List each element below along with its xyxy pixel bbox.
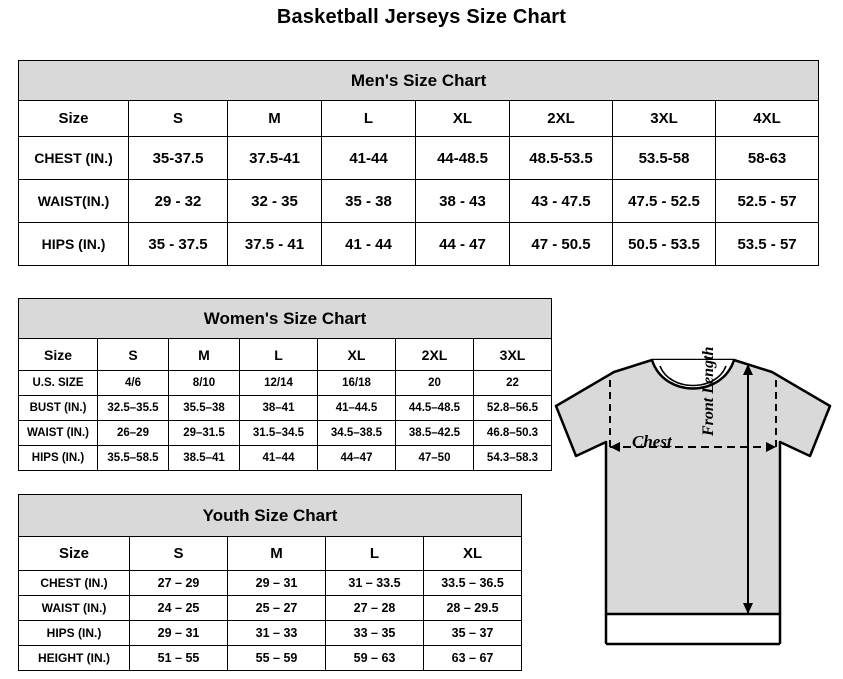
table-row	[19, 596, 522, 621]
mens-waist-l: 35 - 38	[322, 180, 416, 223]
mens-chest-s: 35-37.5	[129, 137, 228, 180]
womens-row-label-us-size: U.S. SIZE	[19, 371, 98, 396]
womens-us-size-3xl: 22	[474, 371, 552, 396]
mens-hips-m: 37.5 - 41	[228, 223, 322, 266]
mens-header-m: M	[228, 101, 322, 137]
youth-chest-m: 29 – 31	[228, 571, 326, 596]
mens-chest-l: 41-44	[322, 137, 416, 180]
mens-header-xl: XL	[416, 101, 510, 137]
womens-header-xl: XL	[318, 339, 396, 371]
youth-height-xl: 63 – 67	[424, 646, 522, 671]
womens-hips-3xl: 54.3–58.3	[474, 446, 552, 471]
youth-waist-l: 27 – 28	[326, 596, 424, 621]
mens-chest-4xl: 58-63	[716, 137, 819, 180]
womens-caption: Women's Size Chart	[19, 299, 552, 339]
mens-row-label-chest: CHEST (IN.)	[19, 137, 129, 180]
mens-waist-m: 32 - 35	[228, 180, 322, 223]
womens-waist-m: 29–31.5	[169, 421, 240, 446]
womens-bust-xl: 41–44.5	[318, 396, 396, 421]
womens-header-2xl: 2XL	[396, 339, 474, 371]
page-title: Basketball Jerseys Size Chart	[276, 6, 567, 28]
table-row	[19, 137, 819, 180]
mens-hips-3xl: 50.5 - 53.5	[613, 223, 716, 266]
youth-header-l: L	[326, 537, 424, 571]
mens-hips-2xl: 47 - 50.5	[510, 223, 613, 266]
youth-waist-xl: 28 – 29.5	[424, 596, 522, 621]
mens-table	[18, 60, 819, 266]
womens-us-size-m: 8/10	[169, 371, 240, 396]
youth-caption: Youth Size Chart	[19, 495, 522, 537]
womens-hips-l: 41–44	[240, 446, 318, 471]
youth-table	[18, 494, 522, 671]
table-row	[19, 223, 819, 266]
table-row	[19, 571, 522, 596]
table-header-row	[19, 537, 522, 571]
womens-size-chart	[18, 298, 552, 471]
youth-header-s: S	[130, 537, 228, 571]
mens-chest-2xl: 48.5-53.5	[510, 137, 613, 180]
mens-header-4xl: 4XL	[716, 101, 819, 137]
youth-hips-l: 33 – 35	[326, 621, 424, 646]
table-row	[19, 621, 522, 646]
mens-size-chart	[18, 60, 819, 266]
womens-waist-xl: 34.5–38.5	[318, 421, 396, 446]
youth-row-label-hips: HIPS (IN.)	[19, 621, 130, 646]
womens-row-label-hips: HIPS (IN.)	[19, 446, 98, 471]
youth-header-size: Size	[19, 537, 130, 571]
table-row	[19, 396, 552, 421]
mens-hips-s: 35 - 37.5	[129, 223, 228, 266]
youth-header-xl: XL	[424, 537, 522, 571]
womens-us-size-2xl: 20	[396, 371, 474, 396]
table-row	[19, 646, 522, 671]
womens-table	[18, 298, 552, 471]
youth-hips-xl: 35 – 37	[424, 621, 522, 646]
mens-chest-m: 37.5-41	[228, 137, 322, 180]
womens-waist-l: 31.5–34.5	[240, 421, 318, 446]
womens-header-l: L	[240, 339, 318, 371]
womens-bust-2xl: 44.5–48.5	[396, 396, 474, 421]
table-header-row	[19, 339, 552, 371]
table-caption-row	[19, 495, 522, 537]
table-row	[19, 180, 819, 223]
youth-row-label-waist: WAIST (IN.)	[19, 596, 130, 621]
chest-measure-label: Chest	[632, 432, 672, 451]
mens-row-label-hips: HIPS (IN.)	[19, 223, 129, 266]
mens-caption: Men's Size Chart	[19, 61, 819, 101]
womens-header-m: M	[169, 339, 240, 371]
mens-waist-3xl: 47.5 - 52.5	[613, 180, 716, 223]
mens-waist-4xl: 52.5 - 57	[716, 180, 819, 223]
youth-hips-s: 29 – 31	[130, 621, 228, 646]
youth-waist-m: 25 – 27	[228, 596, 326, 621]
youth-height-l: 59 – 63	[326, 646, 424, 671]
front-length-measure-label: Front Length	[700, 346, 717, 436]
womens-bust-s: 32.5–35.5	[98, 396, 169, 421]
table-row	[19, 421, 552, 446]
youth-chest-s: 27 – 29	[130, 571, 228, 596]
womens-waist-2xl: 38.5–42.5	[396, 421, 474, 446]
table-header-row	[19, 101, 819, 137]
table-row	[19, 446, 552, 471]
womens-waist-s: 26–29	[98, 421, 169, 446]
womens-us-size-s: 4/6	[98, 371, 169, 396]
womens-us-size-xl: 16/18	[318, 371, 396, 396]
table-caption-row	[19, 299, 552, 339]
youth-height-s: 51 – 55	[130, 646, 228, 671]
womens-row-label-waist: WAIST (IN.)	[19, 421, 98, 446]
mens-header-s: S	[129, 101, 228, 137]
mens-header-l: L	[322, 101, 416, 137]
womens-bust-m: 35.5–38	[169, 396, 240, 421]
youth-hips-m: 31 – 33	[228, 621, 326, 646]
youth-height-m: 55 – 59	[228, 646, 326, 671]
mens-chest-3xl: 53.5-58	[613, 137, 716, 180]
jersey-measurement-diagram	[548, 352, 838, 670]
womens-hips-m: 38.5–41	[169, 446, 240, 471]
womens-hips-xl: 44–47	[318, 446, 396, 471]
jersey-shirt-icon	[548, 352, 838, 670]
womens-us-size-l: 12/14	[240, 371, 318, 396]
womens-header-3xl: 3XL	[474, 339, 552, 371]
youth-chest-l: 31 – 33.5	[326, 571, 424, 596]
table-row	[19, 371, 552, 396]
youth-row-label-chest: CHEST (IN.)	[19, 571, 130, 596]
mens-waist-s: 29 - 32	[129, 180, 228, 223]
mens-hips-4xl: 53.5 - 57	[716, 223, 819, 266]
table-caption-row	[19, 61, 819, 101]
youth-waist-s: 24 – 25	[130, 596, 228, 621]
womens-header-size: Size	[19, 339, 98, 371]
mens-waist-2xl: 43 - 47.5	[510, 180, 613, 223]
mens-hips-xl: 44 - 47	[416, 223, 510, 266]
mens-header-size: Size	[19, 101, 129, 137]
mens-waist-xl: 38 - 43	[416, 180, 510, 223]
womens-header-s: S	[98, 339, 169, 371]
youth-size-chart	[18, 494, 522, 671]
womens-bust-3xl: 52.8–56.5	[474, 396, 552, 421]
womens-row-label-bust: BUST (IN.)	[19, 396, 98, 421]
mens-header-3xl: 3XL	[613, 101, 716, 137]
mens-row-label-waist: WAIST(IN.)	[19, 180, 129, 223]
womens-bust-l: 38–41	[240, 396, 318, 421]
youth-row-label-height: HEIGHT (IN.)	[19, 646, 130, 671]
mens-header-2xl: 2XL	[510, 101, 613, 137]
mens-chest-xl: 44-48.5	[416, 137, 510, 180]
womens-waist-3xl: 46.8–50.3	[474, 421, 552, 446]
womens-hips-s: 35.5–58.5	[98, 446, 169, 471]
mens-hips-l: 41 - 44	[322, 223, 416, 266]
youth-chest-xl: 33.5 – 36.5	[424, 571, 522, 596]
womens-hips-2xl: 47–50	[396, 446, 474, 471]
youth-header-m: M	[228, 537, 326, 571]
